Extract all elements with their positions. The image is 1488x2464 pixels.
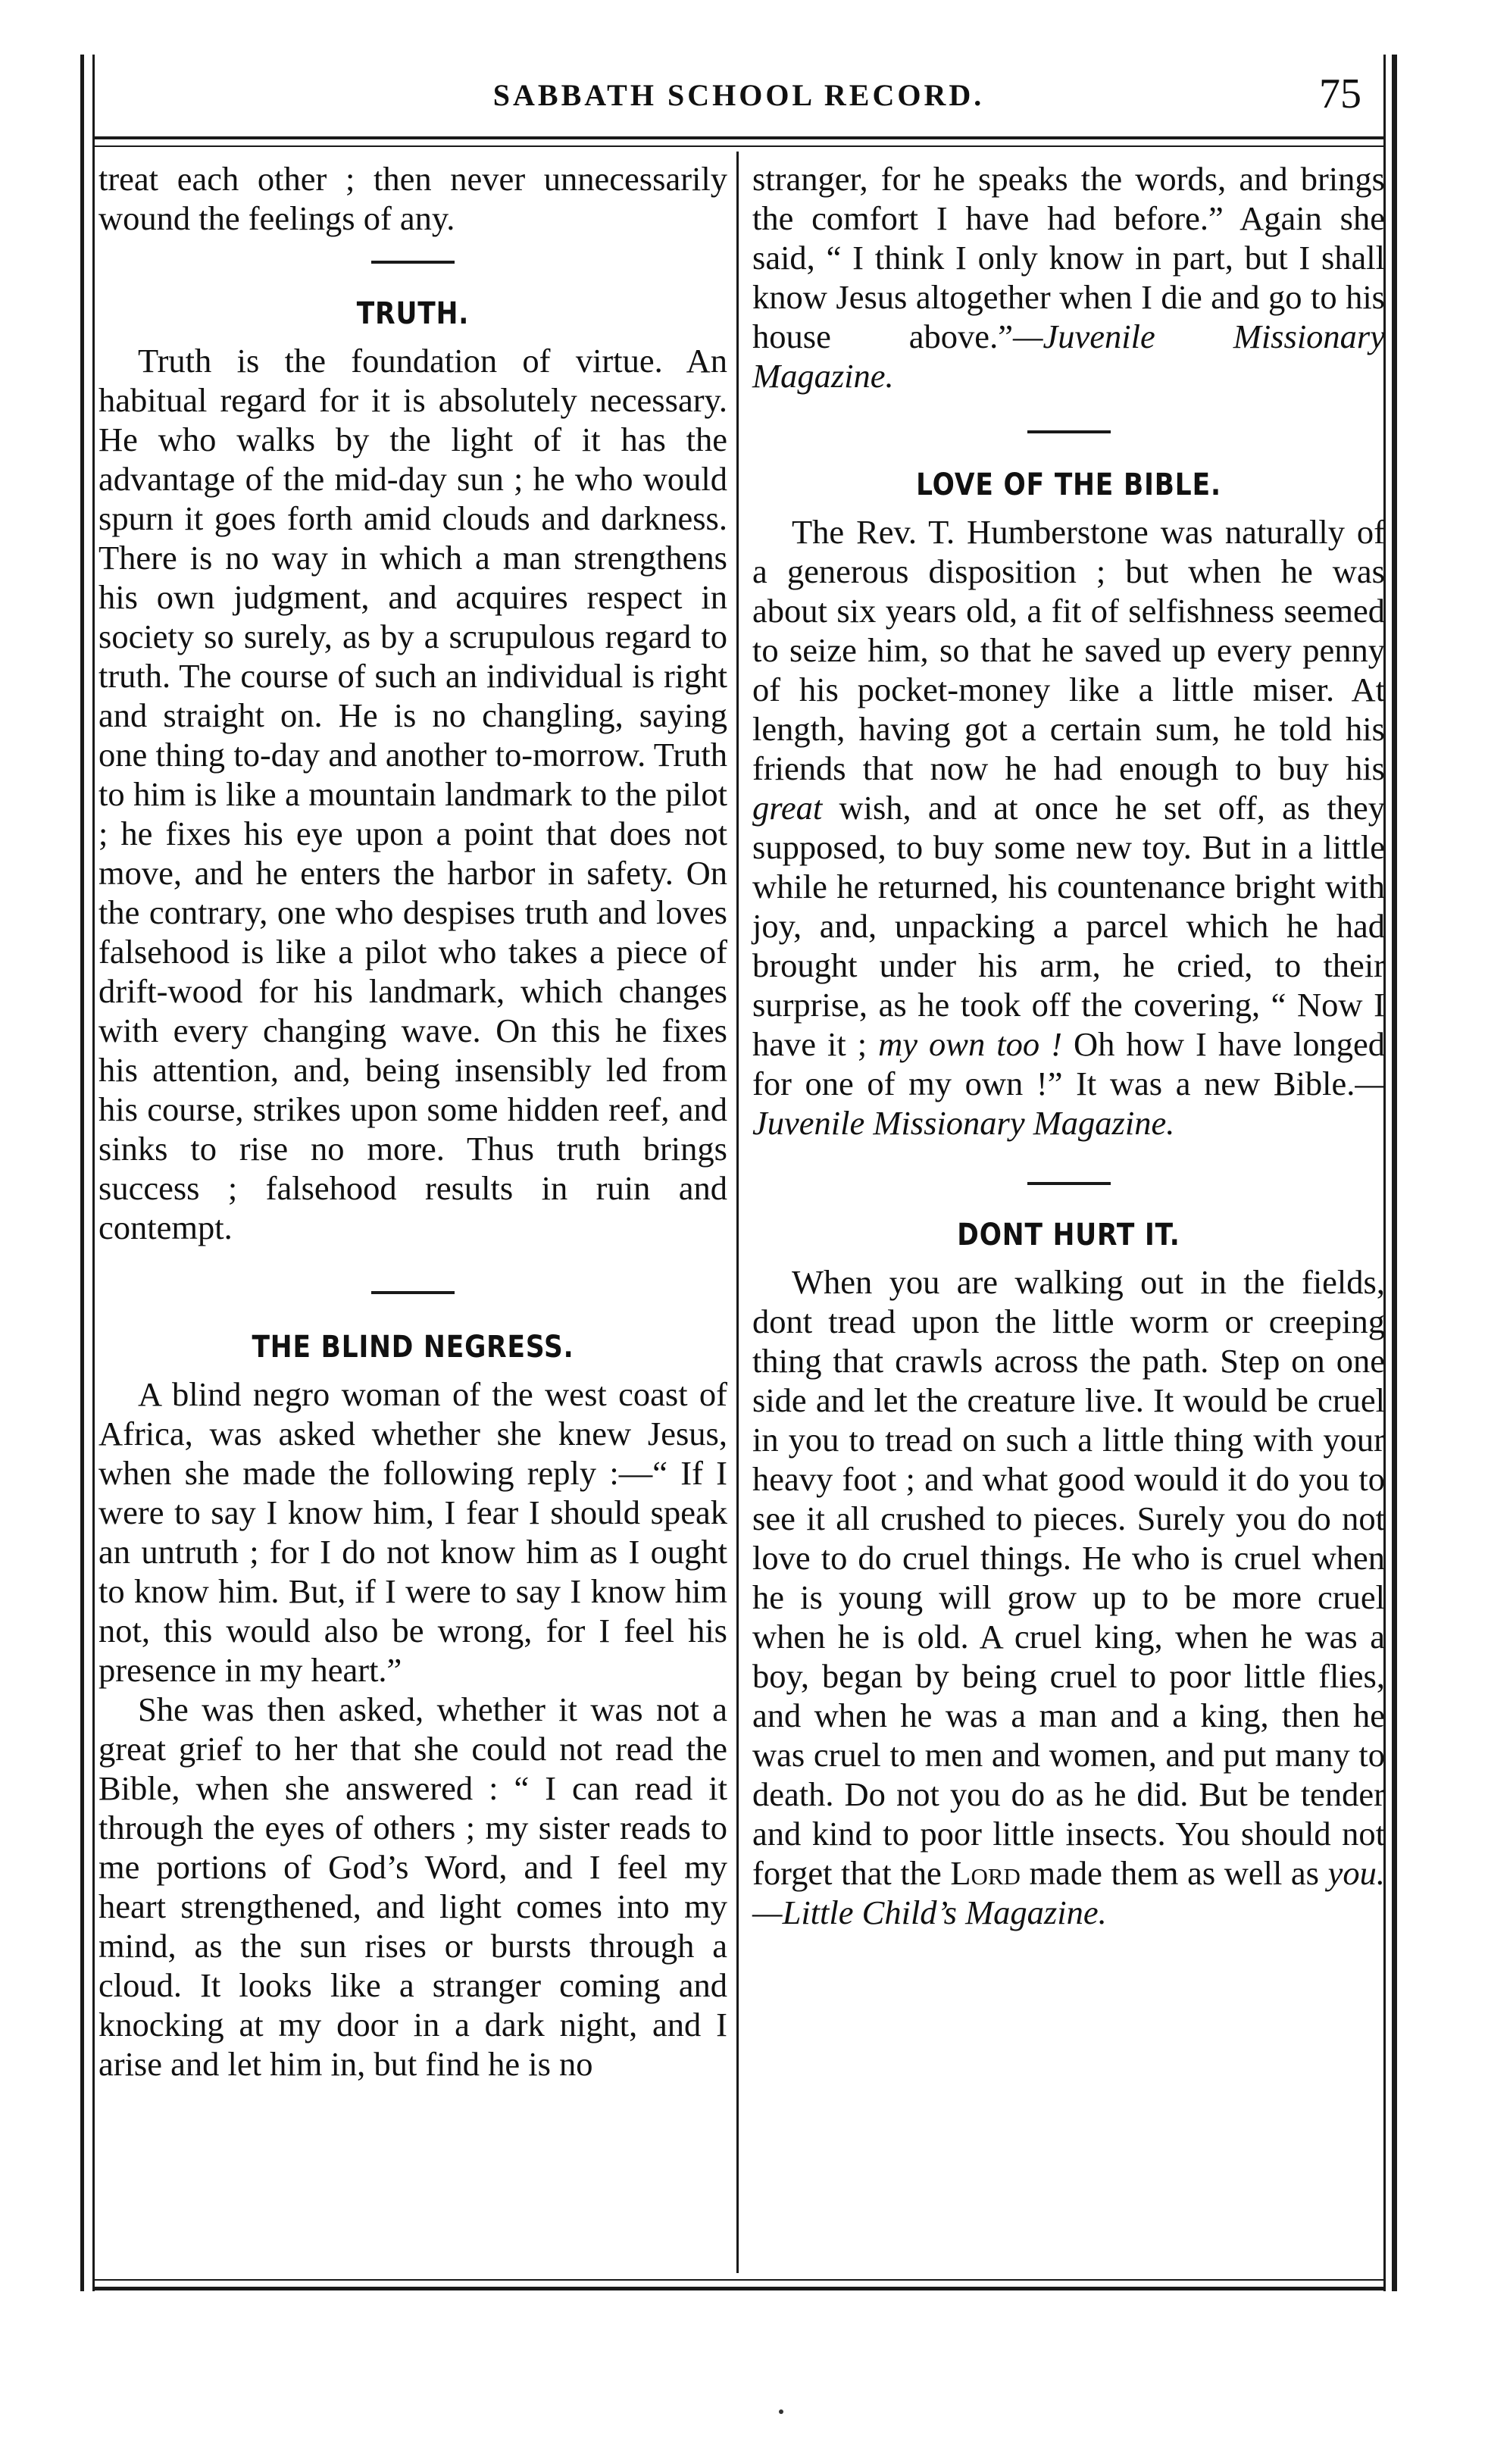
section-separator xyxy=(371,261,455,264)
section-separator xyxy=(1027,430,1111,433)
source-citation: —Little Child’s Magazine. xyxy=(752,1893,1107,1931)
header-rule-top xyxy=(95,136,1383,139)
text-run: Oh how I have longed for one of my own !” It was a new Bible. xyxy=(752,1025,1385,1102)
section-separator xyxy=(1027,1182,1111,1185)
article-paragraph: She was then asked, whether it was not a great grief to her that she could not read the Bible, when she answered : “ I can read it through the eyes of others ; my sister reads to me portions of God’s Word, and I feel my heart strengthened, and light comes into my mind, as the sun rises or bursts through a cloud. It looks like a stranger coming and knocking at my door in a dark night, and I arise and let him in, but find he is no xyxy=(98,1690,727,2083)
continued-text: treat each other ; then never unnecessarily wound the feelings of any. xyxy=(98,160,727,237)
article-title-dont-hurt-it: DONT HURT IT. xyxy=(957,1218,1180,1252)
article-body-dont-hurt-it xyxy=(752,1262,1385,1932)
text-run: made them as well as xyxy=(1020,1854,1328,1892)
continued-text xyxy=(752,159,1385,396)
small-caps-text: Lord xyxy=(950,1854,1021,1892)
frame-inner-left-rule xyxy=(92,55,95,2291)
article-body-love-of-bible xyxy=(752,512,1385,1143)
source-citation: —Juvenile Missionary Magazine. xyxy=(752,317,1385,395)
text-run: When you are walking out in the fields, dont tread upon the little worm or creeping thing that crawls across the path. Step on one side and let the creature live. It would be cruel in you to tread on such a little thing with your heavy foot ; and what good would it do you to see it all crushed to pieces. Surely you do not love to do cruel things. He who is cruel when he is young will grow up to be more cruel when he is old. A cruel king, when he was a boy, began by being cruel to poor little flies, and when he was a man and a king, then he was cruel to men and women, and put many to death. Do not you do as he did. But be tender and kind to poor little insects. You should not forget that the xyxy=(752,1263,1385,1892)
emphasis-text: you. xyxy=(1327,1854,1385,1892)
continued-text-body: stranger, for he speaks the words, and brings the comfort I have had before.” Again she said, “ I think I only know in part, but I shall know Jesus altogether when I die and go to his house above.” xyxy=(752,160,1385,355)
text-run: wish, and at once he set off, as they supposed, to buy some new toy. But in a little while he returned, his countenance bright with joy, and, unpacking a parcel which he had brought under his arm, he cried, to their surprise, as he took off the covering, “ Now I have it ; xyxy=(752,789,1385,1063)
article-title-truth: TRUTH. xyxy=(356,296,470,331)
article-title-love-of-bible: LOVE OF THE BIBLE. xyxy=(916,467,1221,502)
emphasis-text: my own too ! xyxy=(878,1025,1062,1063)
text-run: The Rev. T. Humberstone was naturally of a generous disposition ; but when he was about six years old, a fit of selfishness seemed to seize him, so that he saved up every penny of his pocket-money like a little miser. At length, having got a certain sum, he told his friends that now he had enough to buy his xyxy=(752,513,1385,787)
article-title-blind-negress: THE BLIND NEGRESS. xyxy=(252,1330,574,1365)
emphasis-text: great xyxy=(752,789,823,827)
header-rule-bottom xyxy=(95,145,1383,147)
column-divider xyxy=(736,152,739,2273)
journal-title: SABBATH SCHOOL RECORD. xyxy=(492,78,985,112)
article-body-truth: Truth is the foundation of virtue. An habitual regard for it is absolutely necessary. He who walks by the light of it has the advantage of the mid-day sun ; he who would spurn it goes forth amid clouds and darkness. There is no way in which a man strengthens his own judgment, and acquires respect in society so surely, as by a scrupulous regard to truth. The course of such an individual is right and straight on. He is no changling, saying one thing to-day and another to-morrow. Truth to him is like a mountain landmark to the pilot ; he fixes his eye upon a point that does not move, and he enters the harbor in safety. On the contrary, one who despises truth and loves falsehood is like a pilot who takes a piece of drift-wood for his landmark, which changes with every changing wave. On this he fixes his attention, and, being insensibly led from his course, strikes upon some hidden reef, and sinks to rise no more. Thus truth brings success ; falsehood results in ruin and contempt. xyxy=(98,342,727,1246)
source-citation: —Juvenile Missionary Magazine. xyxy=(752,1065,1385,1142)
right-column xyxy=(752,159,1385,1932)
footer-rule-top xyxy=(95,2279,1383,2281)
left-column xyxy=(98,159,727,2084)
running-header xyxy=(95,61,1383,136)
page-number: 75 xyxy=(1319,70,1361,117)
ink-speck xyxy=(779,2409,783,2414)
article-paragraph: A blind negro woman of the west coast of Africa, was asked whether she knew Jesus, when she made the following reply :—“ If I were to say I know him, I fear I should speak an untruth ; for I do not know him as I ought to know him. But, if I were to say I know him not, this would also be wrong, for I feel his presence in my heart.” xyxy=(98,1375,727,1689)
section-separator xyxy=(371,1291,455,1294)
footer-rule-bottom xyxy=(95,2287,1383,2290)
